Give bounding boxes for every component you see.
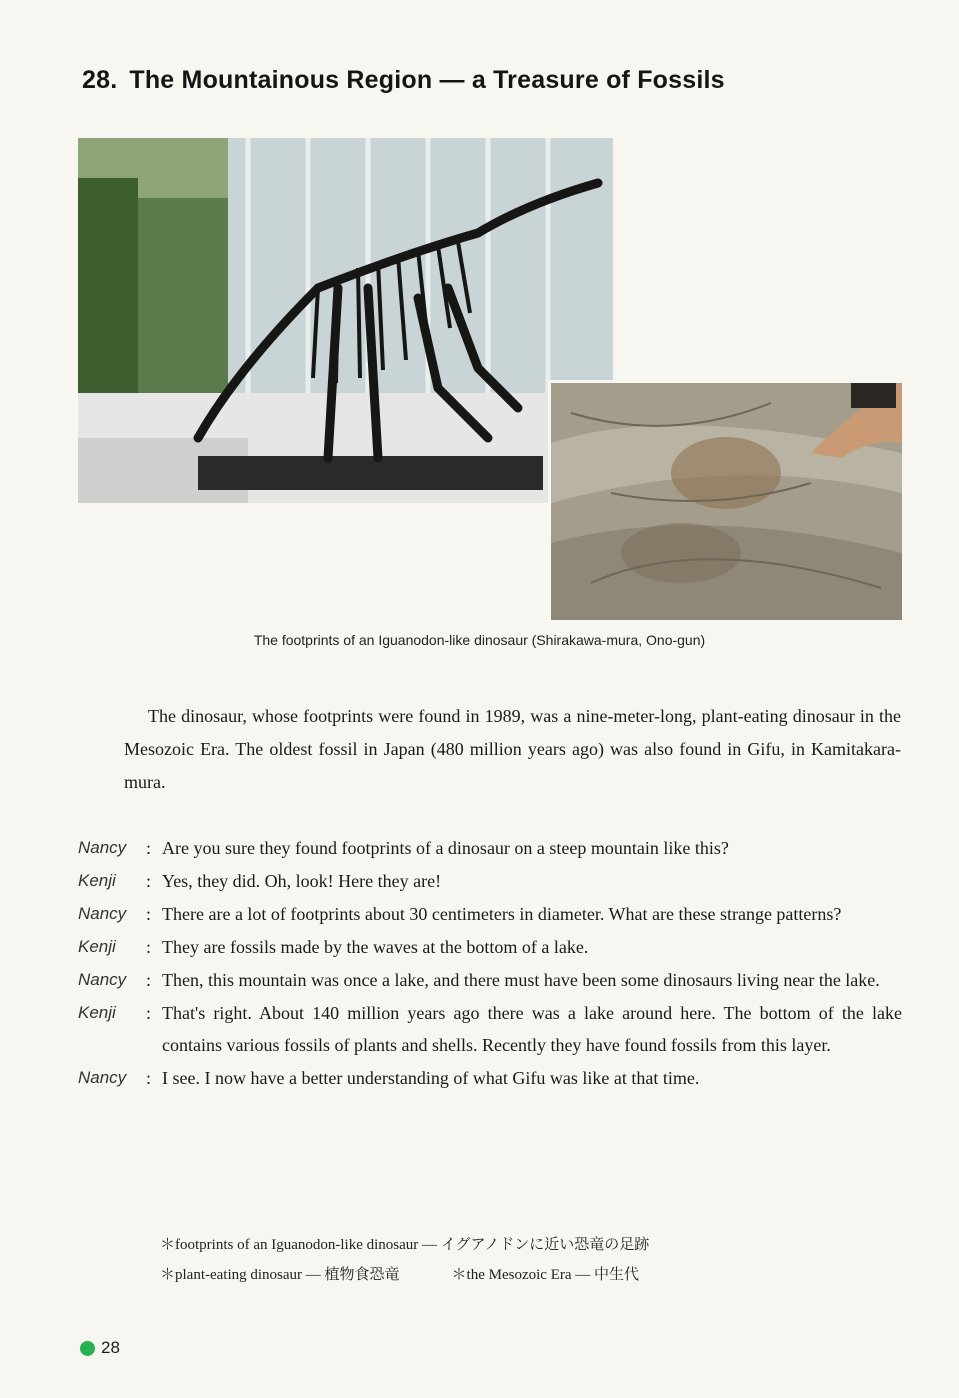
speaker-name: Kenji (78, 937, 116, 956)
figure-caption: The footprints of an Iguanodon-like dinosaur (Shirakawa-mura, Ono-gun) (253, 632, 706, 648)
dialogue-line: Nancy : I see. I now have a better understanding of what Gifu was like at that time. (78, 1062, 902, 1094)
speaker-name: Nancy (78, 1068, 127, 1087)
section-number: 28. (82, 66, 118, 94)
dialogue-line: Kenji : They are fossils made by the waves at the bottom of a lake. (78, 931, 902, 963)
speaker-name: Nancy (78, 904, 127, 923)
dialogue-text: They are fossils made by the waves at the bottom of a lake. (162, 937, 589, 957)
dialogue-text: Are you sure they found footprints of a dinosaur on a steep mountain like this? (162, 838, 729, 858)
dialogue-text: I see. I now have a better understanding of what Gifu was like at that time. (162, 1068, 700, 1088)
dinosaur-skeleton-photo (78, 138, 613, 503)
speaker-name: Kenji (78, 1003, 116, 1022)
vocab-note: ＊footprints of an Iguanodon-like dinosaur — イグアノドンに近い恐竜の足跡 (160, 1237, 650, 1253)
speaker-name: Nancy (78, 838, 127, 857)
footprint-rock-photo (548, 380, 902, 620)
page-number-text: 28 (101, 1338, 120, 1357)
speaker-name: Nancy (78, 970, 127, 989)
dialogue-text: There are a lot of footprints about 30 centimeters in diameter. What are these strange patterns? (162, 904, 842, 924)
dialogue-line: Nancy : Then, this mountain was once a lake, and there must have been some dinosaurs living near the lake. (78, 964, 902, 996)
page-number (80, 1338, 120, 1358)
dialogue-text: Then, this mountain was once a lake, and there must have been some dinosaurs living near the lake. (162, 970, 880, 990)
dialogue-line: Nancy : Are you sure they found footprints of a dinosaur on a steep mountain like this? (78, 832, 902, 864)
vocab-note: ＊the Mesozoic Era — 中生代 (451, 1267, 640, 1283)
vocab-note: ＊plant-eating dinosaur — 植物食恐竜 (160, 1267, 400, 1283)
dialogue-line: Kenji : Yes, they did. Oh, look! Here they are! (78, 865, 902, 897)
intro-text: The dinosaur, whose footprints were found in 1989, was a nine-meter-long, plant-eating dinosaur in the Mesozoic Era. The oldest fossil in Japan (480 million years ago) was also found in Gifu, in Kamitakara-mura. (124, 706, 901, 792)
dialogue-text: That's right. About 140 million years ago there was a lake around here. The bottom of the lake contains various fossils of plants and shells. Recently they have found fossils from this layer. (162, 1003, 902, 1055)
vocabulary-notes (160, 1230, 649, 1290)
dialogue (78, 832, 902, 1095)
dialogue-line: Nancy : There are a lot of footprints about 30 centimeters in diameter. What are these strange patterns? (78, 898, 902, 930)
dialogue-line: Kenji : That's right. About 140 million years ago there was a lake around here. The bottom of the lake contains various fossils of plants and shells. Recently they have found fossils from this layer. (78, 997, 902, 1061)
intro-paragraph (124, 700, 901, 799)
speaker-name: Kenji (78, 871, 116, 890)
bullet-dot-icon (80, 1341, 95, 1356)
dialogue-text: Yes, they did. Oh, look! Here they are! (162, 871, 442, 891)
section-title: The Mountainous Region — a Treasure of Fossils (129, 66, 725, 94)
page-title (82, 66, 725, 95)
